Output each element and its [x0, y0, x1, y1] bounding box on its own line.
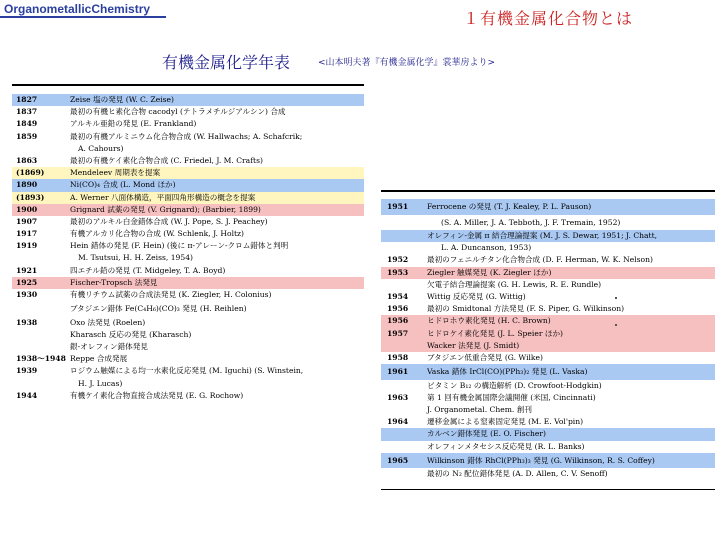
timeline-row [381, 303, 715, 315]
timeline-row [12, 204, 364, 216]
timeline-year: 1963 [387, 392, 409, 402]
timeline-row [12, 390, 364, 402]
timeline-event: (S. A. Miller, J. A. Tebboth, J. F. Tremain, 1952) [441, 217, 621, 227]
timeline-row [12, 265, 364, 277]
timeline-row [12, 155, 364, 167]
timeline-event: ビタミン B₁₂ の構造解析 (D. Crowfoot-Hodgkin) [427, 380, 602, 390]
timeline-event: Hein 錯体の発見 (F. Hein) (後に π-アレーン-クロム錯体と判明 [70, 241, 289, 251]
timeline-event: L. A. Duncanson, 1953) [441, 243, 532, 253]
timeline-year: 1938～1948 [16, 354, 66, 364]
timeline-event: Mendeleev 周期表を提案 [70, 168, 161, 178]
page-subtitle: <山本明夫著『有機金属化学』裳華房より> [318, 58, 496, 68]
timeline-year: 1827 [16, 95, 38, 104]
timeline-event: A. Werner 八面体構造，平面四角形構造の概念を提案 [70, 192, 256, 202]
slide-section-title: １有機金属化合物とは [463, 9, 634, 28]
timeline-year: 1957 [387, 328, 409, 338]
timeline-row [12, 301, 364, 317]
timeline-event: Fischer-Tropsch 法発見 [70, 277, 158, 287]
timeline-event: ヒドロケイ素化発見 (J. L. Speier ほか) [427, 328, 564, 338]
right-table-top-rule [381, 190, 715, 192]
timeline-year: (1869) [16, 168, 45, 178]
timeline-row [381, 267, 715, 279]
stray-dot [615, 324, 617, 326]
timeline-event: カルベン錯体発見 (E. O. Fischer) [427, 429, 546, 439]
timeline-event: 有機アルカリ化合物の合成 (W. Schlenk, J. Holtz) [70, 229, 245, 239]
timeline-event: Grignard 試薬の発見 (V. Grignard); (Barbier, 1899) [70, 204, 261, 214]
timeline-row [381, 315, 715, 327]
timeline-event: Oxo 法発見 (Roelen) [70, 317, 146, 327]
timeline-event: ロジウム触媒による均一水素化反応発見 (M. Iguchi) (S. Winstein, [70, 366, 304, 376]
timeline-event: ヒドロホウ素化発見 (H. C. Brown) [427, 316, 551, 326]
timeline-event: オレフィン-金属 π 結合理論提案 (M. J. S. Dewar, 1951; J. Chatt, [427, 231, 658, 240]
timeline-event: Wittig 反応発見 (G. Wittig) [427, 291, 526, 301]
timeline-year: 1958 [387, 352, 409, 362]
timeline-row [12, 106, 364, 118]
timeline-row [12, 228, 364, 240]
timeline-row [12, 118, 364, 130]
timeline-event: Vaska 錯体 IrCl(CO)(PPh₃)₂ 発見 (L. Vaska) [427, 367, 588, 377]
timeline-row [381, 428, 715, 440]
timeline-row [381, 380, 715, 392]
timeline-event: Ziegler 触媒発見 (K. Ziegler ほか) [427, 267, 552, 277]
timeline-row [381, 468, 715, 480]
timeline-row [12, 353, 364, 365]
right-timeline-table [381, 199, 715, 480]
page-title: 有機金属化学年表 [162, 53, 291, 72]
timeline-row [12, 341, 364, 353]
timeline-event: Wacker 法発見 (J. Smidt) [427, 340, 520, 350]
timeline-row [12, 216, 364, 228]
timeline-year: 1954 [387, 291, 409, 301]
timeline-row [381, 328, 715, 340]
timeline-row [381, 254, 715, 266]
timeline-year: 1944 [16, 390, 38, 400]
timeline-row [12, 365, 364, 377]
timeline-row [12, 192, 364, 204]
timeline-event: J. Organometal. Chem. 創刊 [427, 404, 532, 414]
timeline-year: 1900 [16, 204, 38, 214]
timeline-event: 有機リチウム試薬の合成法発見 (K. Ziegler, H. Colonius) [70, 290, 272, 299]
timeline-event: H. J. Lucas) [78, 378, 123, 388]
header-logo-text: OrganometallicChemistry [4, 2, 151, 16]
timeline-event: オレフィンメタセシス反応発見 (R. L. Banks) [427, 441, 585, 451]
timeline-row [12, 289, 364, 301]
timeline-row [12, 143, 364, 155]
timeline-year: 1930 [16, 290, 38, 299]
timeline-row [381, 404, 715, 416]
timeline-row [381, 416, 715, 428]
timeline-row [381, 230, 715, 242]
timeline-row [12, 179, 364, 191]
timeline-year: (1893) [16, 192, 45, 202]
timeline-year: 1863 [16, 155, 38, 165]
timeline-event: 最初の Smidtonal 方法発見 (F. S. Piper, G. Wilkinson) [427, 304, 625, 314]
timeline-year: 1849 [16, 119, 38, 129]
timeline-row [12, 94, 364, 106]
timeline-year: 1890 [16, 180, 38, 190]
timeline-event: Wilkinson 錯体 RhCl(PPh₃)₃ 発見 (G. Wilkinson, R. S. Coffey) [427, 455, 655, 465]
timeline-year: 1925 [16, 277, 38, 287]
timeline-year: 1919 [16, 241, 38, 251]
timeline-year: 1907 [16, 216, 38, 226]
timeline-year: 1921 [16, 265, 38, 275]
timeline-year: 1956 [387, 304, 409, 314]
timeline-year: 1961 [387, 367, 409, 377]
timeline-row [12, 378, 364, 390]
timeline-row [12, 252, 364, 264]
timeline-row [12, 240, 364, 252]
timeline-event: ブタジエン低重合発見 (G. Wilke) [427, 352, 543, 362]
timeline-event: 有機ケイ素化合物直接合成法発見 (E. G. Rochow) [70, 390, 244, 400]
timeline-row [12, 277, 364, 289]
timeline-event: ブタジエン錯体 Fe(C₄H₆)(CO)₃ 発見 (H. Reihlen) [70, 304, 247, 314]
timeline-year: 1964 [387, 417, 409, 427]
timeline-event: 遷移金属による窒素固定発見 (M. E. Vol'pin) [427, 417, 584, 427]
timeline-event: Ferrocene の発見 (T. J. Kealey, P. L. Pauson) [427, 202, 592, 211]
timeline-row [381, 441, 715, 453]
timeline-year: 1952 [387, 255, 409, 265]
timeline-event: 第 1 回有機金属国際会議開催 (米国, Cincinnati) [427, 392, 596, 402]
timeline-year: 1938 [16, 317, 38, 327]
timeline-row [12, 167, 364, 179]
timeline-event: 最初のアルキル白金錯体合成 (W. J. Pope, S. J. Peachey) [70, 216, 268, 226]
timeline-row [381, 453, 715, 469]
timeline-row [381, 242, 715, 254]
timeline-row [381, 199, 715, 215]
timeline-row [381, 291, 715, 303]
timeline-row [381, 392, 715, 404]
stray-dot [615, 297, 617, 299]
timeline-event: Ni(CO)₄ 合成 (L. Mond ほか) [70, 180, 176, 190]
timeline-year: 1965 [387, 455, 409, 465]
timeline-event: Kharasch 反応の発見 (Kharasch) [70, 329, 192, 339]
timeline-event: 最初の有機ケイ素化合物合成 (C. Friedel, J. M. Crafts) [70, 155, 263, 165]
timeline-event: 欠電子結合理論提案 (G. H. Lewis, R. E. Rundle) [427, 279, 602, 289]
timeline-event: A. Cahours) [78, 143, 124, 153]
timeline-row [381, 279, 715, 291]
timeline-row [12, 329, 364, 341]
timeline-event: 最初の有機ヒ素化合物 cacodyl (テトラメチルジアルシン) 合成 [70, 107, 286, 117]
timeline-event: 最初の有機アルミニウム化合物合成 (W. Hallwachs; A. Schafcrik; [70, 131, 303, 141]
timeline-event: M. Tsutsui, H. H. Zeiss, 1954) [78, 253, 194, 263]
timeline-row [12, 131, 364, 143]
timeline-year: 1859 [16, 131, 38, 141]
timeline-event: アルキル亜鉛の発見 (E. Frankland) [70, 119, 197, 129]
timeline-event: 最初のフェニルチタン化合物合成 (D. F. Herman, W. K. Nelson) [427, 255, 653, 265]
timeline-year: 1956 [387, 316, 409, 326]
timeline-year: 1939 [16, 366, 38, 376]
timeline-year: 1837 [16, 107, 38, 117]
timeline-event: 銀-オレフィン錯体発見 [70, 342, 148, 352]
timeline-row [381, 340, 715, 352]
left-timeline-table [12, 94, 364, 402]
timeline-event: 最初の N₂ 配位錯体発見 (A. D. Allen, C. V. Senoff) [427, 469, 608, 479]
timeline-year: 1917 [16, 229, 38, 239]
timeline-row [381, 215, 715, 231]
left-table-top-rule [12, 84, 364, 86]
header-underline [0, 16, 166, 18]
timeline-event: Zeise 塩の発見 (W. C. Zeise) [70, 95, 174, 104]
timeline-event: Reppe 合成発展 [70, 354, 128, 364]
timeline-event: 四エチル鉛の発見 (T. Midgeley, T. A. Boyd) [70, 265, 226, 275]
timeline-year: 1951 [387, 202, 409, 211]
right-table-bottom-rule [381, 489, 715, 490]
timeline-row [381, 352, 715, 364]
timeline-row [381, 364, 715, 380]
timeline-row [12, 317, 364, 329]
timeline-year: 1953 [387, 267, 409, 277]
